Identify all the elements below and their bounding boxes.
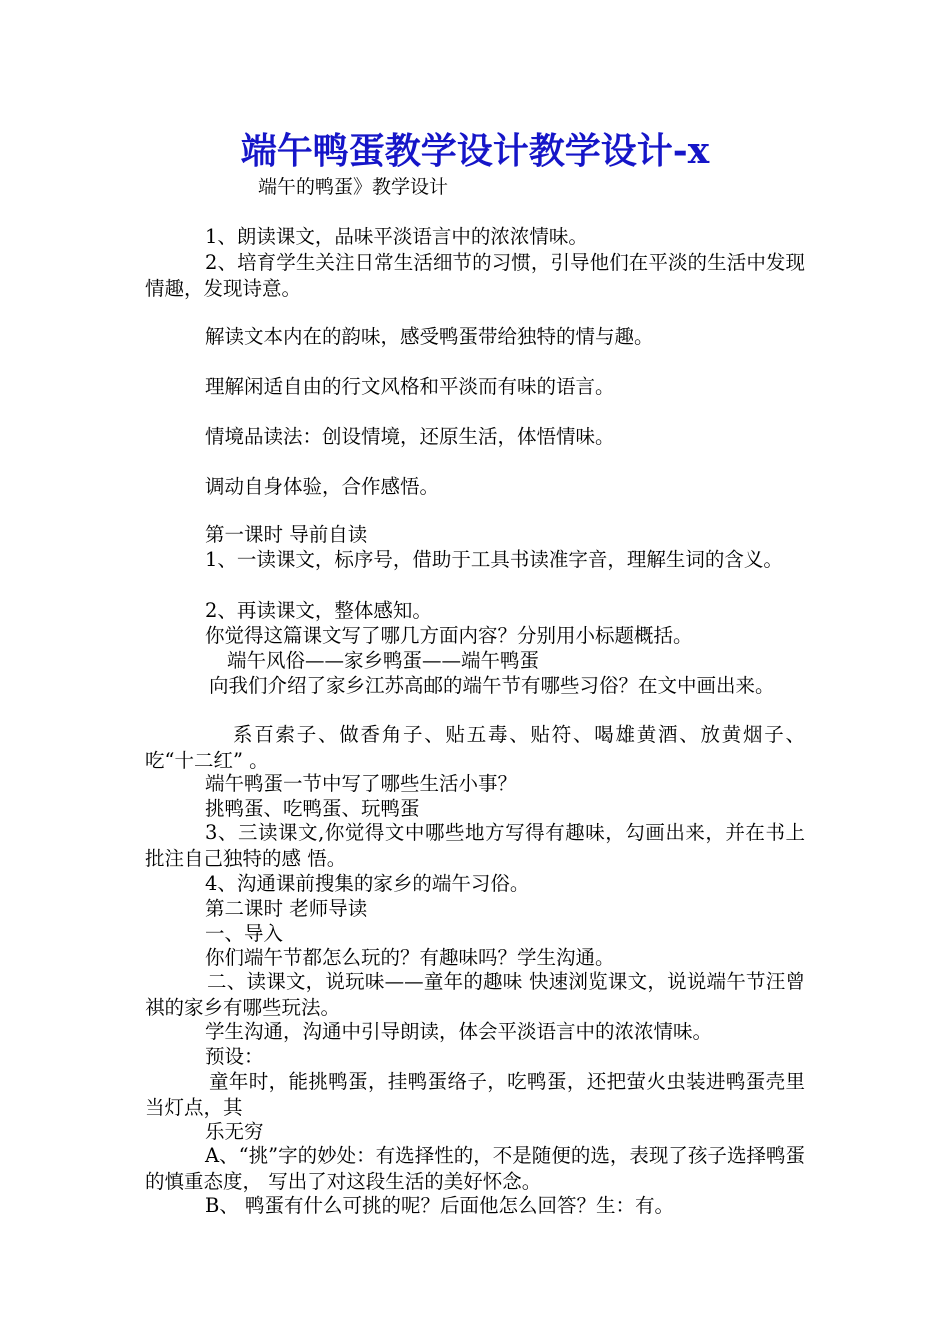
paragraph: 4、沟通课前搜集的家乡的端午习俗。 <box>205 872 530 895</box>
paragraph: 2、培育学生关注日常生活细节的习惯，引导他们在平淡的生活中发现情趣，发现诗意。 <box>145 251 805 300</box>
paragraph: 挑鸭蛋、吃鸭蛋、玩鸭蛋 <box>205 797 420 820</box>
paragraph: 童年时，能挑鸭蛋，挂鸭蛋络子，吃鸭蛋，还把萤火虫装进鸭蛋壳里当灯点，其 <box>145 1070 805 1119</box>
paragraph: 二、读课文，说玩味——童年的趣味 快速浏览课文，说说端午节汪曾祺的家乡有哪些玩法。 <box>145 970 805 1019</box>
paragraph: 乐无穷 <box>205 1120 264 1143</box>
document-title: 端午鸭蛋教学设计教学设计-x <box>240 130 710 172</box>
paragraph: 端午鸭蛋一节中写了哪些生活小事？ <box>205 772 518 795</box>
section-heading: 第一课时 导前自读 <box>205 523 368 546</box>
paragraph: 你觉得这篇课文写了哪几方面内容？分别用小标题概括。 <box>205 624 693 647</box>
paragraph: 解读文本内在的韵味，感受鸭蛋带给独特的情与趣。 <box>205 325 654 348</box>
paragraph: 2、再读课文，整体感知。 <box>205 599 432 622</box>
paragraph: 向我们介绍了家乡江苏高邮的端午节有哪些习俗？在文中画出来。 <box>209 674 775 697</box>
paragraph: 理解闲适自由的行文风格和平淡而有味的语言。 <box>205 375 615 398</box>
paragraph: 系百索子、做香角子、贴五毒、贴符、喝雄黄酒、放黄烟子、吃“十二红” 。 <box>145 723 805 772</box>
paragraph: 1、一读课文，标序号，借助于工具书读准字音，理解生词的含义。 <box>205 548 783 571</box>
paragraph-text: 1、朗读课文，品味平淡语言中的浓浓情味。 <box>205 225 588 248</box>
paragraph: 3、三读课文,你觉得文中哪些地方写得有趣味，勾画出来，并在书上批注自己独特的感 悟。 <box>145 821 805 870</box>
paragraph: 调动自身体验，合作感悟。 <box>205 475 440 498</box>
paragraph: 学生沟通，沟通中引导朗读，体会平淡语言中的浓浓情味。 <box>205 1020 713 1043</box>
paragraph <box>145 224 805 250</box>
paragraph: 一、导入 <box>205 922 284 945</box>
paragraph: 你们端午节都怎么玩的？有趣味吗？学生沟通。 <box>205 946 615 969</box>
paragraph: A、“挑”字的妙处：有选择性的，不是随便的选，表现了孩子选择鸭蛋的慎重态度， 写出了对这段生活的美好怀念。 <box>145 1144 805 1193</box>
paragraph: 情境品读法：创设情境，还原生活，体悟情味。 <box>205 425 615 448</box>
section-heading: 第二课时 老师导读 <box>205 897 368 920</box>
paragraph: 端午风俗——家乡鸭蛋——端午鸭蛋 <box>227 649 540 672</box>
paragraph: B、 鸭蛋有什么可挑的呢？后面他怎么回答？生：有。 <box>205 1194 675 1217</box>
paragraph: 预设： <box>205 1045 264 1068</box>
document-subtitle: 端午的鸭蛋》教学设计 <box>258 176 449 198</box>
